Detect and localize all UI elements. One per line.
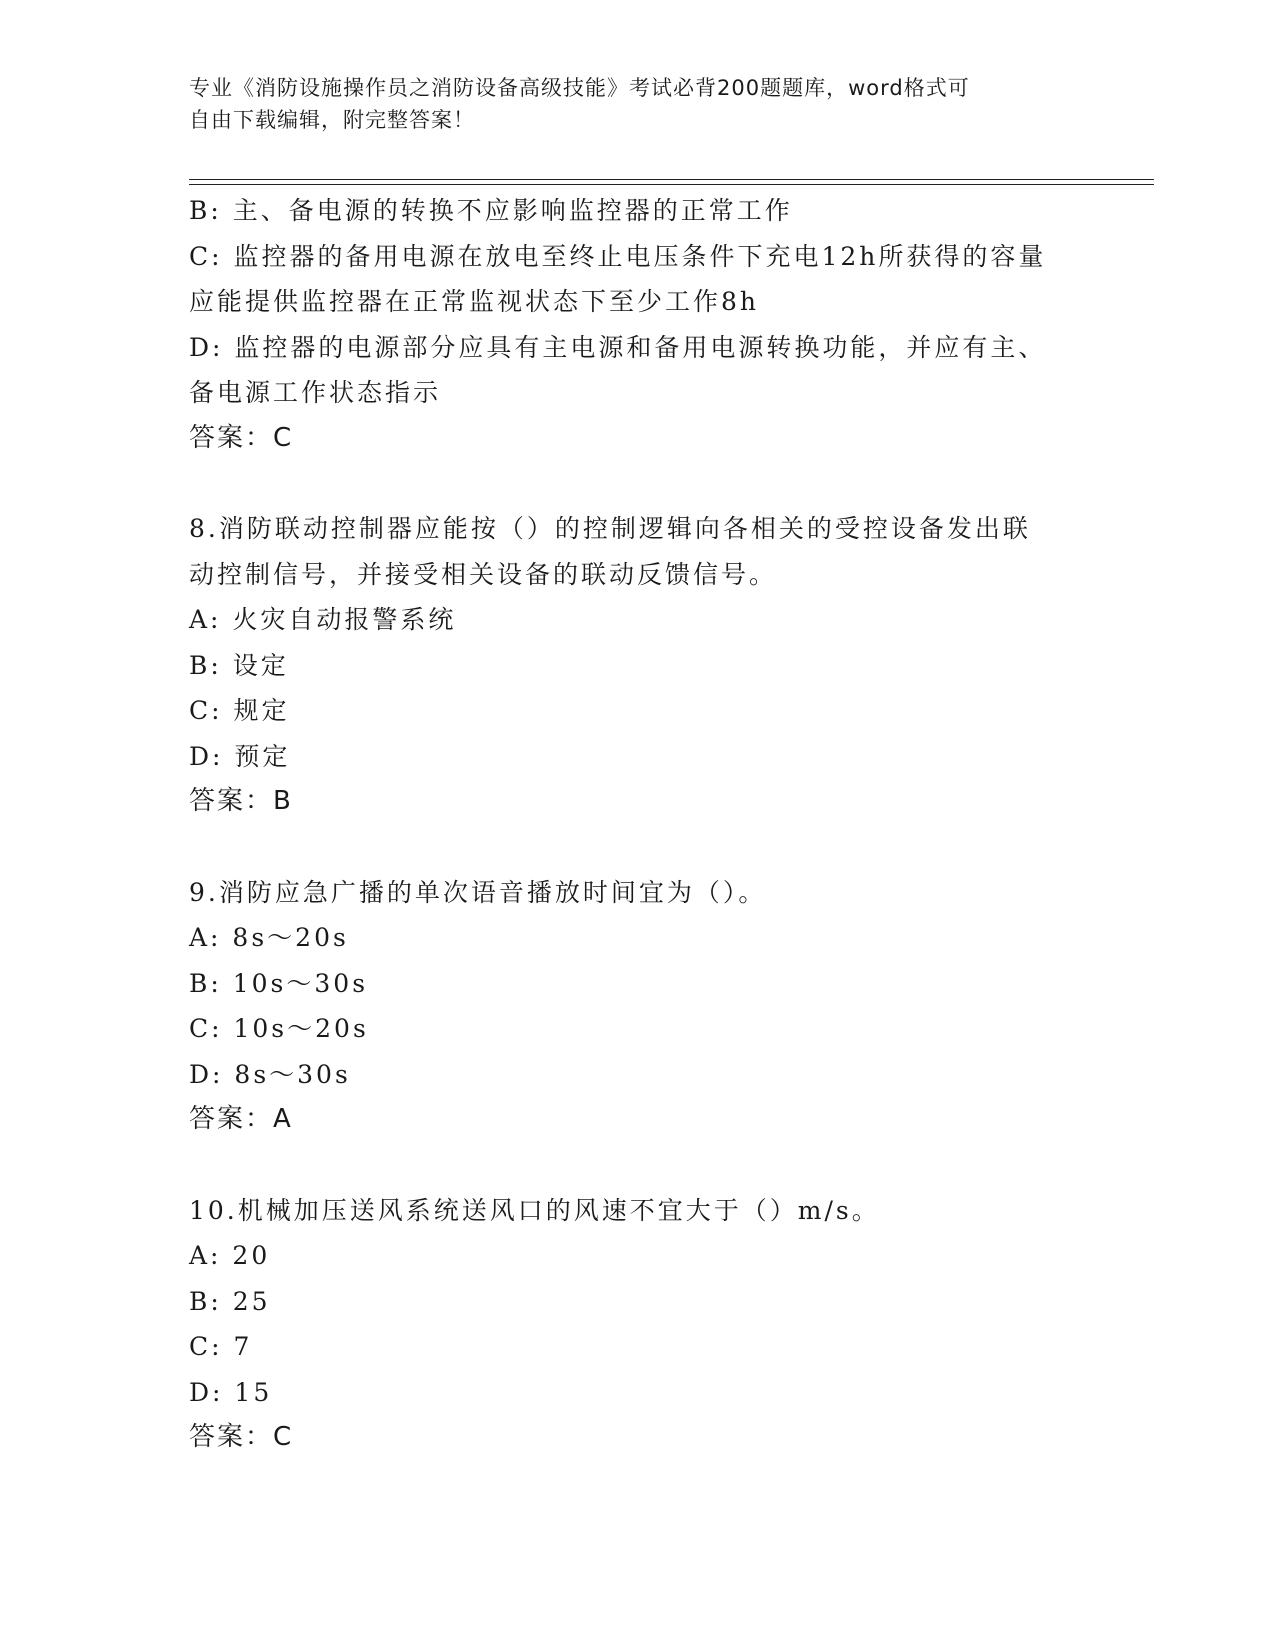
option-b: B: 主、备电源的转换不应影响监控器的正常工作 xyxy=(189,196,793,225)
option-a: A: 火灾自动报警系统 xyxy=(189,605,457,634)
spacer xyxy=(189,825,1089,870)
header-line-2: 自由下载编辑，附完整答案！ xyxy=(189,108,475,132)
option-d: D: 监控器的电源部分应具有主电源和备用电源转换功能，并应有主、 xyxy=(189,332,1047,362)
option-c: C: 规定 xyxy=(189,696,290,725)
answer-line: 答案：B xyxy=(189,786,293,816)
option-a: A: 20 xyxy=(189,1241,271,1270)
header-divider-bottom xyxy=(189,184,1154,185)
answer-line: 答案：C xyxy=(189,422,294,453)
question-stem: 10.机械加压送风系统送风口的风速不宜大于（）m/s。 xyxy=(189,1195,880,1225)
question-10 xyxy=(189,1188,1089,1461)
header-line-1: 专业《消防设施操作员之消防设备高级技能》考试必背200题题库，word格式可 xyxy=(189,76,970,100)
option-d-continued: 备电源工作状态指示 xyxy=(189,378,442,407)
option-a: A: 8s～20s xyxy=(189,923,349,952)
option-c: C: 监控器的备用电源在放电至终止电压条件下充电12h所获得的容量 xyxy=(189,241,1047,271)
question-content xyxy=(189,188,1089,1461)
question-8 xyxy=(189,506,1089,825)
spacer xyxy=(189,1143,1089,1188)
option-c: C: 10s～20s xyxy=(189,1014,369,1043)
header-divider-top xyxy=(189,179,1154,180)
option-d: D: 预定 xyxy=(189,741,291,771)
option-b: B: 10s～30s xyxy=(189,968,369,998)
answer-line: 答案：A xyxy=(189,1104,293,1134)
option-c-continued: 应能提供监控器在正常监视状态下至少工作8h xyxy=(189,287,760,316)
question-stem: 9.消防应急广播的单次语音播放时间宜为（）。 xyxy=(189,877,767,907)
spacer xyxy=(189,461,1089,506)
question-stem: 8.消防联动控制器应能按（）的控制逻辑向各相关的受控设备发出联 xyxy=(189,514,1031,543)
answer-line: 答案：C xyxy=(189,1422,294,1452)
option-b: B: 设定 xyxy=(189,650,289,680)
question-stem-continued: 动控制信号，并接受相关设备的联动反馈信号。 xyxy=(189,559,778,589)
option-b: B: 25 xyxy=(189,1286,271,1316)
option-d: D: 15 xyxy=(189,1377,273,1407)
option-d: D: 8s～30s xyxy=(189,1059,351,1089)
previous-question-continuation xyxy=(189,188,1089,461)
option-c: C: 7 xyxy=(189,1332,253,1361)
document-header xyxy=(189,72,1089,136)
question-9 xyxy=(189,870,1089,1143)
